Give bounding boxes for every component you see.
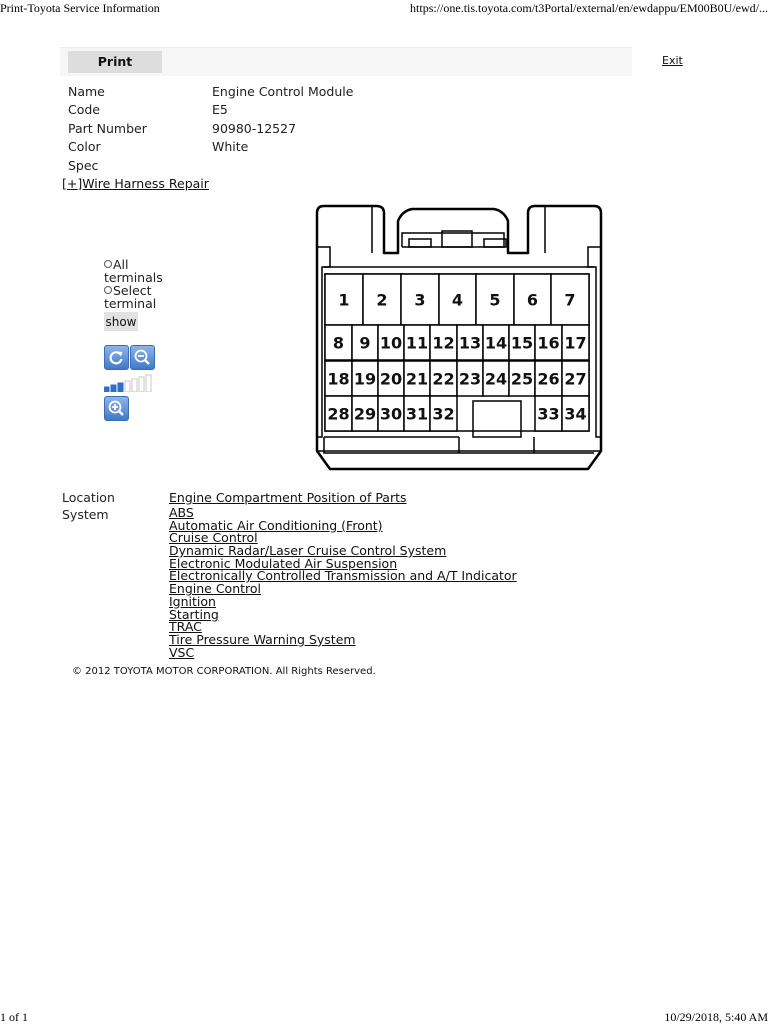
radio-circle-icon [104, 260, 112, 268]
terminal-number: 22 [432, 369, 455, 389]
terminal-number: 28 [327, 404, 350, 424]
terminal-number: 2 [376, 290, 388, 310]
terminal-number: 26 [537, 369, 560, 389]
zoom-level-bar [111, 385, 116, 392]
radio-label: All terminals [104, 257, 163, 285]
radio-select-terminal[interactable] [104, 284, 184, 310]
terminal-number: 25 [510, 369, 534, 389]
terminal-number: 23 [458, 369, 482, 389]
info-label: Spec [68, 157, 99, 173]
terminal-number: 17 [564, 333, 587, 353]
print-page-url: https://one.tis.toyota.com/t3Portal/external/en/ewdappu/EM00B0U/ewd/... [410, 1, 768, 15]
exit-link[interactable]: Exit [662, 54, 683, 67]
browser-print-header [0, 1, 768, 15]
zoom-in-icon [105, 397, 128, 420]
info-value: 90980-12527 [212, 120, 297, 136]
zoom-level-bar [125, 381, 130, 392]
radio-label: Select terminal [104, 283, 157, 311]
info-value: Engine Control Module [212, 84, 354, 99]
system-label: System [62, 507, 109, 522]
terminal-select-controls [104, 258, 184, 310]
print-page-title: Print-Toyota Service Information [0, 1, 160, 15]
system-link-air-suspension[interactable]: Electronic Modulated Air Suspension [169, 555, 398, 571]
system-link-engine-control[interactable]: Engine Control [169, 581, 261, 597]
connector-diagram [312, 203, 606, 473]
zoom-in-button[interactable] [104, 396, 129, 421]
system-link-tire-pressure[interactable]: Tire Pressure Warning System [169, 631, 356, 647]
terminal-number: 5 [489, 290, 501, 310]
terminal-number: 11 [405, 333, 429, 353]
show-button[interactable]: show [104, 312, 138, 331]
terminal-number: 3 [414, 290, 426, 310]
info-label: Part Number [68, 120, 147, 136]
zoom-out-button[interactable] [130, 345, 155, 370]
system-link-abs[interactable]: ABS [169, 505, 194, 520]
terminal-number: 12 [432, 333, 455, 353]
radio-circle-icon [104, 286, 112, 294]
info-value: White [212, 139, 249, 155]
system-list [169, 507, 517, 659]
system-link-vsc[interactable]: VSC [169, 644, 195, 660]
terminal-number: 33 [537, 404, 560, 424]
terminal-number: 7 [564, 290, 576, 310]
zoom-level-bar [118, 383, 123, 392]
info-value: E5 [212, 102, 228, 118]
radio-all-terminals[interactable] [104, 258, 184, 284]
terminal-number: 32 [432, 404, 455, 424]
terminal-number: 18 [327, 369, 350, 389]
system-link-air-conditioning[interactable]: Automatic Air Conditioning (Front) [169, 517, 383, 533]
zoom-level-bar [139, 377, 144, 392]
print-page-number: 1 of 1 [0, 1010, 28, 1024]
terminal-number: 10 [379, 333, 403, 353]
terminal-number: 24 [484, 369, 508, 389]
zoom-level-bar [132, 379, 137, 392]
terminal-number: 21 [405, 369, 429, 389]
terminal-number: 27 [564, 369, 587, 389]
terminal-number: 15 [510, 333, 534, 353]
terminal-number: 14 [484, 333, 508, 353]
system-link-radar-cruise[interactable]: Dynamic Radar/Laser Cruise Control System [169, 543, 447, 559]
zoom-out-icon [131, 346, 154, 369]
terminal-number: 4 [451, 290, 464, 310]
terminal-number: 19 [353, 369, 377, 389]
refresh-icon [105, 346, 128, 369]
system-link-transmission[interactable]: Electronically Controlled Transmission and A/T Indicator [169, 568, 517, 584]
toolbar [60, 47, 632, 76]
print-datetime: 10/29/2018, 5:40 AM [664, 1010, 768, 1024]
terminal-number: 20 [379, 369, 403, 389]
refresh-button[interactable] [104, 345, 129, 370]
browser-print-footer [0, 1010, 768, 1024]
system-link-starting[interactable]: Starting [169, 606, 219, 622]
zoom-level-bar [104, 387, 109, 392]
zoom-level-icon [104, 374, 154, 392]
terminal-number: 16 [537, 333, 560, 353]
location-label: Location [62, 490, 115, 505]
terminal-number: 1 [338, 290, 350, 310]
copyright-notice: © 2012 TOYOTA MOTOR CORPORATION. All Rights Reserved. [72, 666, 376, 677]
terminal-number: 6 [526, 290, 539, 310]
info-label: Color [68, 139, 101, 155]
terminal-grid [325, 274, 589, 431]
print-button[interactable]: Print [68, 51, 162, 73]
info-label: Name [68, 84, 105, 99]
terminal-number: 31 [405, 404, 429, 424]
wire-harness-repair-link[interactable]: [+]Wire Harness Repair [62, 176, 209, 191]
info-label: Code [68, 102, 101, 118]
terminal-number: 34 [564, 404, 587, 424]
system-link-trac[interactable]: TRAC [169, 619, 202, 635]
system-link-ignition[interactable]: Ignition [169, 593, 216, 609]
location-link[interactable]: Engine Compartment Position of Parts [169, 490, 407, 505]
system-link-cruise-control[interactable]: Cruise Control [169, 530, 258, 546]
terminal-number: 13 [458, 333, 482, 353]
zoom-level-bar [146, 375, 151, 392]
terminal-number: 8 [332, 333, 345, 353]
terminal-number: 30 [379, 404, 403, 424]
terminal-number: 9 [359, 333, 371, 353]
terminal-number: 29 [353, 404, 377, 424]
